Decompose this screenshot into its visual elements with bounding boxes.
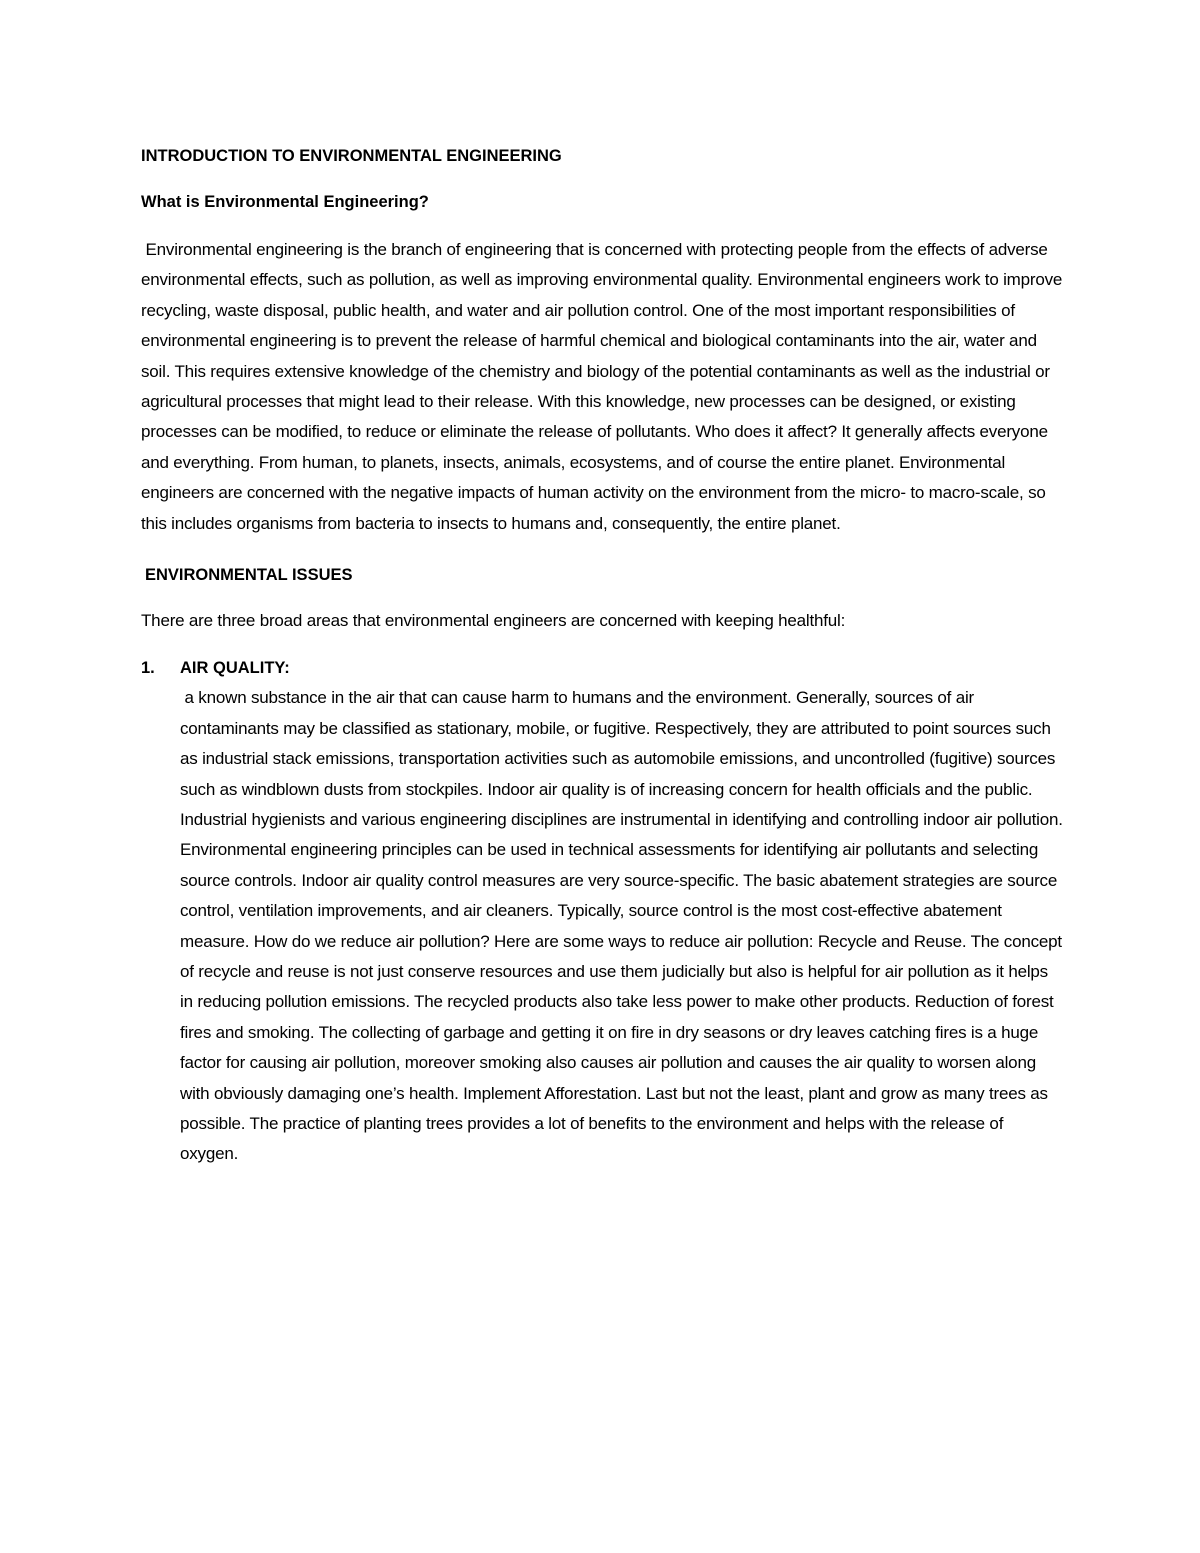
issues-heading: ENVIRONMENTAL ISSUES xyxy=(145,566,353,585)
document-content xyxy=(141,141,1063,1170)
list-item-body xyxy=(180,683,1065,1170)
list-item xyxy=(141,653,1063,1170)
list-item-number: 1. xyxy=(141,658,155,677)
intro-paragraph xyxy=(141,235,1063,539)
issues-list xyxy=(141,653,1063,1170)
issues-intro-paragraph: There are three broad areas that environmental engineers are concerned with keeping healthful: xyxy=(141,611,846,631)
list-item-body-text: a known substance in the air that can cause harm to humans and the environment. Generally, sources of air contaminants may be classified as stationary, mobile, or fugitive. Respectively, they are attributed to point sources such as industrial stack emissions, transportation activities such as automobile emissions, and uncontrolled (fugitive) sources such as windblown dusts from stockpiles. Indoor air quality is of increasing concern for health officials and the public. Industrial hygienists and various engineering disciplines are instrumental in identifying and controlling indoor air pollution. Environmental engineering principles can be used in technical assessments for identifying air pollutants and selecting source controls. Indoor air quality control measures are very source-specific. The basic abatement strategies are source control, ventilation improvements, and air cleaners. Typically, source control is the most cost-effective abatement measure. How do we reduce air pollution? Here are some ways to reduce air pollution: Recycle and Reuse. The concept of recycle and reuse is not just conserve resources and use them judicially but also is helpful for air pollution as it helps in reducing pollution emissions. The recycled products also take less power to make other products. Reduction of forest fires and smoking. The collecting of garbage and getting it on fire in dry seasons or dry leaves catching fires is a huge factor for causing air pollution, moreover smoking also causes air pollution and causes the air quality to worsen along with obviously damaging one’s health. Implement Afforestation. Last but not the least, plant and grow as many trees as possible. The practice of planting trees provides a lot of benefits to the environment and helps with the release of oxygen. xyxy=(180,688,1063,1164)
list-item-heading: AIR QUALITY: xyxy=(180,658,290,677)
document-title: INTRODUCTION TO ENVIRONMENTAL ENGINEERING xyxy=(141,147,562,165)
intro-paragraph-text: Environmental engineering is the branch of engineering that is concerned with protecting people from the effects of adverse environmental effects, such as pollution, as well as improving environmental quality. Environmental engineers work to improve recycling, waste disposal, public health, and water and air pollution control. One of the most important responsibilities of environmental engineering is to prevent the release of harmful chemical and biological contaminants into the air, water and soil. This requires extensive knowledge of the chemistry and biology of the potential contaminants as well as the industrial or agricultural processes that might lead to their release. With this knowledge, new processes can be designed, or existing processes can be modified, to reduce or eliminate the release of pollutants. Who does it affect? It generally affects everyone and everything. From human, to planets, insects, animals, ecosystems, and of course the entire planet. Environmental engineers are concerned with the negative impacts of human activity on the environment from the micro- to macro-scale, so this includes organisms from bacteria to insects to humans and, consequently, the entire planet. xyxy=(141,240,1063,533)
section-subtitle: What is Environmental Engineering? xyxy=(141,193,429,211)
